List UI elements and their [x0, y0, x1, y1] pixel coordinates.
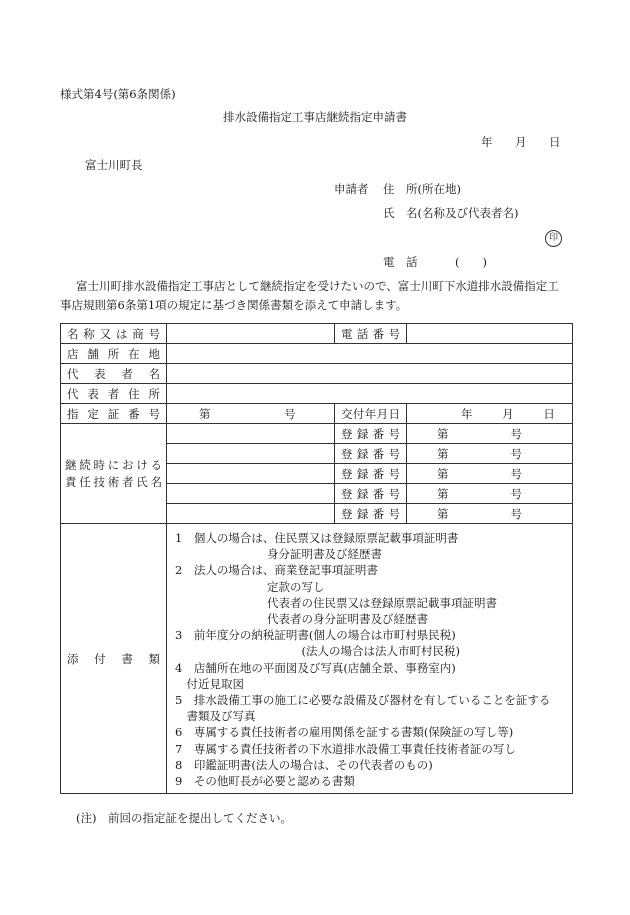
certificate-go: 号	[284, 406, 296, 421]
attachment-item: 2 法人の場合は、商業登記事項証明書	[175, 563, 378, 578]
reg-dai: 第	[437, 426, 449, 441]
row-shop-address	[61, 344, 573, 364]
reg-go: 号	[510, 506, 522, 521]
footnote: (注) 前回の指定証を提出してください。	[76, 811, 292, 825]
form-number: 様式第4号(第6条関係)	[60, 87, 176, 101]
attachment-item: 7 専属する責任技術者の下水道排水設備工事責任技術者証の写し	[175, 741, 516, 756]
seal-mark: 印	[545, 230, 562, 247]
attachments-label: 添付書類	[61, 524, 167, 794]
attachment-item: 4 店舗所在地の平面図及び写真(店舗全景、事務室内)	[175, 660, 456, 675]
attachment-item: 代表者の住民票又は登録原票記載事項証明書	[175, 595, 497, 610]
row-name	[61, 324, 573, 344]
engineer-name-4[interactable]	[167, 484, 335, 504]
form-title: 排水設備指定工事店継続指定申請書	[223, 110, 407, 124]
registration-label: 登録番号	[335, 424, 407, 444]
reg-dai: 第	[437, 466, 449, 481]
attachment-item: 1 個人の場合は、住民票又は登録原票記載事項証明書	[175, 531, 459, 545]
issue-date-label: 交付年月日	[335, 404, 407, 424]
issue-month: 月	[502, 406, 514, 421]
registration-value[interactable]	[407, 484, 573, 504]
attachment-item: 書類及び写真	[175, 709, 256, 724]
reg-dai: 第	[437, 486, 449, 501]
engineer-name-1[interactable]	[167, 424, 335, 444]
certificate-number-value[interactable]	[167, 404, 335, 424]
issue-date-value[interactable]	[407, 404, 573, 424]
row-representative-address	[61, 384, 573, 404]
attachment-item: 3 前年度分の納税証明書(個人の場合は市町村県民税)	[175, 628, 456, 643]
row-representative	[61, 364, 573, 384]
registration-value[interactable]	[407, 424, 573, 444]
reg-dai: 第	[437, 506, 449, 521]
representative-address-value[interactable]	[167, 384, 573, 404]
addressee: 富士川町長	[85, 158, 143, 172]
issue-day: 日	[543, 406, 555, 421]
reg-go: 号	[510, 486, 522, 501]
attachments-cell	[167, 524, 573, 794]
phone-value[interactable]	[407, 324, 573, 344]
applicant-label: 申請者	[334, 182, 369, 196]
row-attachments	[61, 524, 573, 794]
applicant-phone-paren: ( )	[455, 255, 487, 269]
date-year: 年	[481, 135, 493, 149]
registration-label: 登録番号	[335, 464, 407, 484]
name-value[interactable]	[167, 324, 335, 344]
registration-value[interactable]	[407, 464, 573, 484]
attachment-item: 定款の写し	[175, 579, 325, 594]
attachment-item: 6 専属する責任技術者の雇用関係を証する書類(保険証の写し等)	[175, 725, 514, 740]
engineer-name-5[interactable]	[167, 504, 335, 524]
reg-go: 号	[510, 426, 522, 441]
date-day: 日	[549, 135, 561, 149]
engineer-label-cell	[61, 424, 167, 524]
representative-label: 代表者名	[61, 364, 167, 384]
phone-label: 電話番号	[335, 324, 407, 344]
attachment-item: 9 その他町長が必要と認める書類	[175, 774, 355, 789]
attachments-list	[171, 524, 568, 793]
attachment-item: (法人の場合は法人市町村民税)	[175, 644, 460, 659]
certificate-dai: 第	[199, 406, 211, 421]
engineer-label-1: 継続時における	[65, 457, 162, 472]
engineer-label-2: 責任技術者氏名	[65, 474, 162, 489]
engineer-name-3[interactable]	[167, 464, 335, 484]
intro-line-1: 富士川町排水設備指定工事店として継続指定を受けたいので、富士川町下水道排水設備指定工	[76, 279, 559, 293]
registration-value[interactable]	[407, 444, 573, 464]
registration-label: 登録番号	[335, 484, 407, 504]
row-certificate	[61, 404, 573, 424]
registration-label: 登録番号	[335, 444, 407, 464]
application-table	[60, 323, 573, 794]
issue-year: 年	[461, 406, 473, 421]
reg-go: 号	[510, 466, 522, 481]
registration-value[interactable]	[407, 504, 573, 524]
registration-label: 登録番号	[335, 504, 407, 524]
date-month: 月	[515, 135, 527, 149]
certificate-number-label: 指定証番号	[61, 404, 167, 424]
representative-value[interactable]	[167, 364, 573, 384]
attachment-item: 身分証明書及び経歴書	[175, 547, 382, 562]
reg-go: 号	[510, 446, 522, 461]
attachment-item: 5 排水設備工事の施工に必要な設備及び器材を有していることを証する	[175, 693, 551, 708]
engineer-name-2[interactable]	[167, 444, 335, 464]
shop-address-label: 店舗所在地	[61, 344, 167, 364]
shop-address-value[interactable]	[167, 344, 573, 364]
applicant-address-label: 住 所(所在地)	[383, 182, 461, 196]
applicant-name-label: 氏 名(名称及び代表者名)	[383, 206, 519, 220]
engineer-row	[61, 424, 573, 444]
attachment-item: 8 印鑑証明書(法人の場合は、その代表者のもの)	[175, 757, 433, 772]
intro-line-2: 事店規則第6条第1項の規定に基づき関係書類を添えて申請します。	[60, 298, 408, 312]
attachment-item: 代表者の身分証明書及び経歴書	[175, 612, 428, 627]
applicant-phone-label: 電 話	[383, 255, 418, 269]
reg-dai: 第	[437, 446, 449, 461]
representative-address-label: 代表者住所	[61, 384, 167, 404]
attachment-item: 付近見取図	[175, 676, 244, 691]
name-label: 名称又は商号	[61, 324, 167, 344]
